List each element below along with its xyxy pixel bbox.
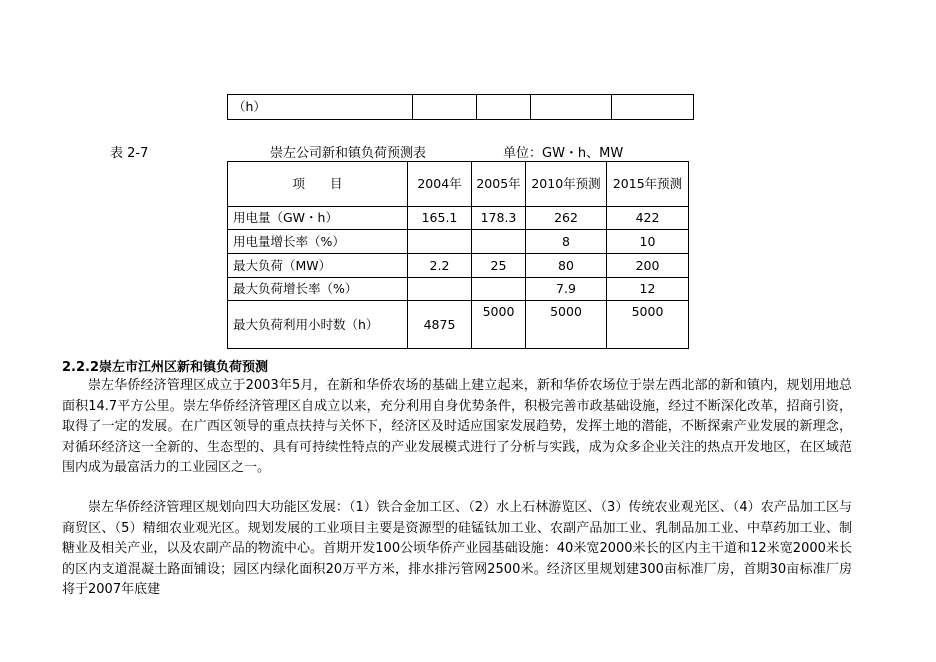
table-cell <box>531 95 612 120</box>
row-label: 最大负荷（MW） <box>228 254 408 278</box>
body-paragraph: 崇左华侨经济管理区成立于2003年5月，在新和华侨农场的基础上建立起来，新和华侨农场位于崇左西北部的新和镇内，规划用地总面积14.7平方公里。崇左华侨经济管理区自成立以来，充分利用自身优势条件，积极完善市政基础设施，经过不断深化改革，招商引资，取得了一定的发展。在广西区领导的重点扶持与关怀下，经济区及时适应国家发展趋势，发挥土地的潜能，不断探索产业发展的新理念，对循环经济这一全新的、生态型的、具有可持续性特点的产业发展模式进行了分析与实践，成为众多企业关注的热点开发地区，在区域范围内成为最富活力的工业园区之一。 <box>62 378 852 475</box>
header-2010: 2010年预测 <box>526 162 607 207</box>
row-label: 用电量（GW・h） <box>228 207 408 230</box>
table-cell <box>413 95 477 120</box>
table-unit: 单位：GW・h、MW <box>503 146 624 161</box>
table-row <box>228 278 689 301</box>
table-cell <box>472 278 526 301</box>
table-row <box>228 230 689 254</box>
table-row <box>228 254 689 278</box>
row-label: 用电量增长率（%） <box>228 230 408 254</box>
table-cell <box>408 278 472 301</box>
table-cell: 2.2 <box>408 254 472 278</box>
section-heading: 2.2.2崇左市江州区新和镇负荷预测 <box>62 360 269 375</box>
row-label: 最大负荷利用小时数（h） <box>228 301 408 349</box>
table-cell: 200 <box>607 254 689 278</box>
table-cell: （h） <box>228 95 413 120</box>
table-title: 崇左公司新和镇负荷预测表 <box>270 146 427 161</box>
table-cell <box>408 230 472 254</box>
table-cell: 5000 <box>526 301 607 349</box>
header-2005: 2005年 <box>472 162 526 207</box>
table-cell <box>612 95 694 120</box>
table-row <box>228 207 689 230</box>
header-2015: 2015年预测 <box>607 162 689 207</box>
table-row <box>228 301 689 349</box>
table-cell: 422 <box>607 207 689 230</box>
table-cell: 25 <box>472 254 526 278</box>
row-label: 最大负荷增长率（%） <box>228 278 408 301</box>
table-cell: 165.1 <box>408 207 472 230</box>
table-cell: 262 <box>526 207 607 230</box>
header-2004: 2004年 <box>408 162 472 207</box>
table-row <box>228 95 694 120</box>
previous-table-fragment <box>227 94 694 120</box>
table-cell: 10 <box>607 230 689 254</box>
table-cell <box>477 95 531 120</box>
load-forecast-table <box>227 161 689 349</box>
table-cell <box>472 230 526 254</box>
header-item: 项 目 <box>228 162 408 207</box>
table-cell: 80 <box>526 254 607 278</box>
table-cell: 5000 <box>472 301 526 349</box>
table-cell: 7.9 <box>526 278 607 301</box>
table-cell: 12 <box>607 278 689 301</box>
table-header-row <box>228 162 689 207</box>
table-cell: 8 <box>526 230 607 254</box>
table-number: 表 2-7 <box>110 146 149 161</box>
table-cell: 178.3 <box>472 207 526 230</box>
table-cell: 4875 <box>408 301 472 349</box>
body-paragraph: 崇左华侨经济管理区规划向四大功能区发展：（1）铁合金加工区、（2）水上石林游览区、（3）传统农业观光区、（4）农产品加工区与商贸区、（5）精细农业观光区。规划发展的工业项目主要是资源型的硅锰钛加工业、农副产品加工业、乳制品加工业、中草药加工业、制糖业及相关产业，以及农副产品的物流中心。首期开发100公顷华侨产业园基础设施：40米宽2000米长的区内主干道和12米宽2000米长的区内支道混凝土路面铺设；园区内绿化面积20万平方米，排水排污管网2500米。经济区里规划建300亩标准厂房，首期30亩标准厂房将于2007年底建 <box>62 500 852 597</box>
table-cell: 5000 <box>607 301 689 349</box>
